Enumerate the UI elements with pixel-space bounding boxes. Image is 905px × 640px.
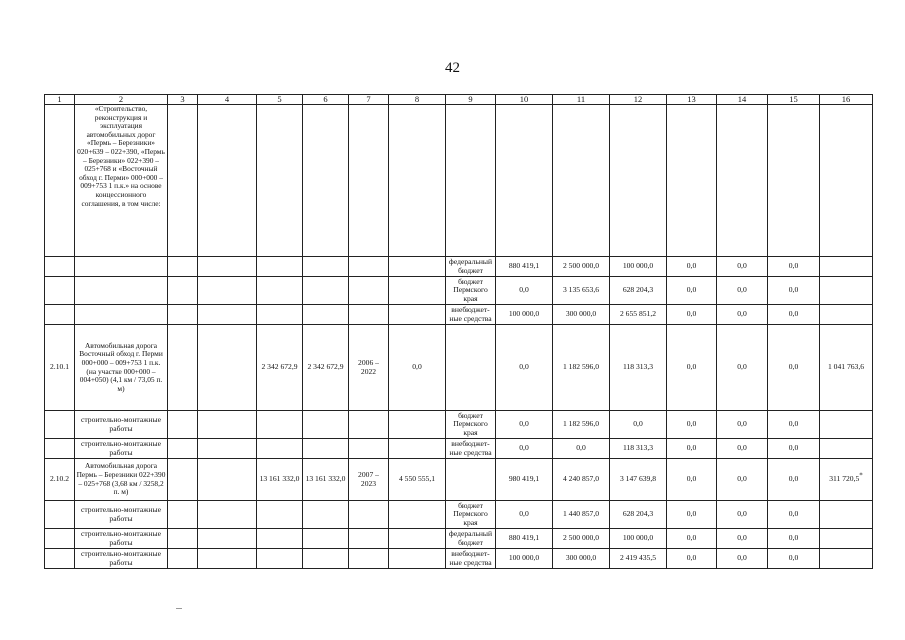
- budget-table: [44, 94, 873, 569]
- value-cell: 2 500 000,0: [553, 529, 610, 549]
- value-cell: 628 204,3: [610, 277, 667, 305]
- value-cell: 100 000,0: [610, 529, 667, 549]
- value-cell: 0,0: [768, 411, 820, 439]
- value-cell: 13 161 332,0: [303, 459, 349, 501]
- value-cell: 880 419,1: [496, 257, 553, 277]
- value-cell: 0,0: [496, 411, 553, 439]
- intro-row: [45, 105, 873, 257]
- table-row: [45, 529, 873, 549]
- header-cell: 14: [717, 95, 768, 105]
- value-cell: 0,0: [717, 529, 768, 549]
- work-cell: строительно-монтажные работы: [75, 411, 168, 439]
- item-number: 2.10.2: [45, 459, 75, 501]
- item-name: Автомобильная дорога Пермь – Березники 022+390 – 025+768 (3,68 км / 3258,2 п. м): [75, 459, 168, 501]
- value-cell: 0,0: [667, 529, 717, 549]
- intro-text: «Строительство, реконструкция и эксплуатация автомобильных дорог «Пермь – Березники» 020+639 – 022+390, «Пермь – Березники» 022+390 – 025+768 и «Восточный обход г. Перми» 000+000 – 009+753 1 п.к.» на основе концессионного соглашения, в том числе:: [75, 105, 168, 257]
- table-row: [45, 277, 873, 305]
- years-cell: 2006 – 2022: [349, 325, 389, 411]
- source-cell: внебюджет-ные средства: [446, 305, 496, 325]
- table-row: [45, 411, 873, 439]
- value-cell: 628 204,3: [610, 501, 667, 529]
- value-cell: 0,0: [389, 325, 446, 411]
- value-cell: 0,0: [768, 257, 820, 277]
- value-cell: 0,0: [667, 305, 717, 325]
- value-cell: 0,0: [768, 305, 820, 325]
- value-cell: 0,0: [717, 305, 768, 325]
- value-cell: 100 000,0: [496, 549, 553, 569]
- value-cell: 100 000,0: [610, 257, 667, 277]
- value-cell: 1 182 596,0: [553, 411, 610, 439]
- value-cell: 0,0: [610, 411, 667, 439]
- work-cell: строительно-монтажные работы: [75, 501, 168, 529]
- value-cell: 0,0: [717, 257, 768, 277]
- value-cell: 980 419,1: [496, 459, 553, 501]
- years-cell: 2007 – 2023: [349, 459, 389, 501]
- value-cell: 2 500 000,0: [553, 257, 610, 277]
- work-cell: строительно-монтажные работы: [75, 439, 168, 459]
- table-row: [45, 257, 873, 277]
- table-row-2-10-1: [45, 325, 873, 411]
- value-cell: 3 135 653,6: [553, 277, 610, 305]
- item-number: 2.10.1: [45, 325, 75, 411]
- header-cell: 6: [303, 95, 349, 105]
- value-cell: 300 000,0: [553, 305, 610, 325]
- value-cell: 0,0: [768, 277, 820, 305]
- value-cell: 0,0: [667, 549, 717, 569]
- header-cell: 12: [610, 95, 667, 105]
- value-cell: 2 419 435,5: [610, 549, 667, 569]
- value-cell: 0,0: [496, 277, 553, 305]
- work-cell: строительно-монтажные работы: [75, 529, 168, 549]
- value-cell: 0,0: [667, 257, 717, 277]
- header-cell: 8: [389, 95, 446, 105]
- header-row: [45, 95, 873, 105]
- footnote-mark: *: [859, 471, 863, 480]
- header-cell: 9: [446, 95, 496, 105]
- value-cell: 2 655 851,2: [610, 305, 667, 325]
- value-cell: 0,0: [768, 501, 820, 529]
- value-cell: 1 041 763,6: [820, 325, 873, 411]
- header-cell: 15: [768, 95, 820, 105]
- value-cell: 0,0: [553, 439, 610, 459]
- source-cell: внебюджет-ные средства: [446, 549, 496, 569]
- value-cell: 1 440 857,0: [553, 501, 610, 529]
- header-cell: 4: [198, 95, 257, 105]
- source-cell: внебюджет-ные средства: [446, 439, 496, 459]
- source-cell: бюджет Пермского края: [446, 501, 496, 529]
- value-cell: 118 313,3: [610, 439, 667, 459]
- value-cell: 118 313,3: [610, 325, 667, 411]
- value-cell: 0,0: [667, 411, 717, 439]
- value-cell: 0,0: [496, 325, 553, 411]
- header-cell: 2: [75, 95, 168, 105]
- header-cell: 11: [553, 95, 610, 105]
- value-cell: 0,0: [667, 459, 717, 501]
- source-cell: федеральный бюджет: [446, 529, 496, 549]
- value-cell: 0,0: [717, 411, 768, 439]
- scan-mark: [176, 608, 182, 609]
- value-cell: 0,0: [768, 549, 820, 569]
- value-cell: 0,0: [768, 459, 820, 501]
- value-cell: 0,0: [496, 439, 553, 459]
- value-cell: 0,0: [667, 325, 717, 411]
- work-cell: строительно-монтажные работы: [75, 549, 168, 569]
- source-cell: федеральный бюджет: [446, 257, 496, 277]
- value-cell: 0,0: [768, 529, 820, 549]
- value-cell: 0,0: [717, 439, 768, 459]
- page-number: 42: [445, 60, 460, 76]
- header-cell: 7: [349, 95, 389, 105]
- value-cell-16: [820, 459, 873, 501]
- value-cell: 0,0: [717, 325, 768, 411]
- value-cell: 4 550 555,1: [389, 459, 446, 501]
- source-cell: бюджет Пермского края: [446, 277, 496, 305]
- table-row-2-10-2: [45, 459, 873, 501]
- header-cell: 13: [667, 95, 717, 105]
- table-row: [45, 439, 873, 459]
- value-cell: 0,0: [717, 459, 768, 501]
- value-cell: 0,0: [768, 325, 820, 411]
- value-cell: 0,0: [667, 439, 717, 459]
- value-cell: 1 182 596,0: [553, 325, 610, 411]
- value-cell: 2 342 672,9: [303, 325, 349, 411]
- value-cell: 0,0: [496, 501, 553, 529]
- table-row: [45, 501, 873, 529]
- value-cell: 0,0: [717, 549, 768, 569]
- value-cell: 880 419,1: [496, 529, 553, 549]
- table-row: [45, 549, 873, 569]
- value-cell: 0,0: [717, 501, 768, 529]
- item-name: Автомобильная дорога Восточный обход г. Перми 000+000 – 009+753 1 п.к. (на участке 000+000 – 004+050) (4,1 км / 73,05 п. м): [75, 325, 168, 411]
- header-cell: 1: [45, 95, 75, 105]
- value-cell: 100 000,0: [496, 305, 553, 325]
- value-cell: 0,0: [768, 439, 820, 459]
- value-cell: 0,0: [717, 277, 768, 305]
- value-cell: 0,0: [667, 277, 717, 305]
- value-cell: 3 147 639,8: [610, 459, 667, 501]
- source-cell: бюджет Пермского края: [446, 411, 496, 439]
- value-cell: 4 240 857,0: [553, 459, 610, 501]
- header-cell: 5: [257, 95, 303, 105]
- value-cell: 2 342 672,9: [257, 325, 303, 411]
- value-text: 311 720,5: [829, 474, 860, 484]
- value-cell: 0,0: [667, 501, 717, 529]
- header-cell: 16: [820, 95, 873, 105]
- table-row: [45, 305, 873, 325]
- value-cell: 13 161 332,0: [257, 459, 303, 501]
- value-cell: 300 000,0: [553, 549, 610, 569]
- header-cell: 10: [496, 95, 553, 105]
- header-cell: 3: [168, 95, 198, 105]
